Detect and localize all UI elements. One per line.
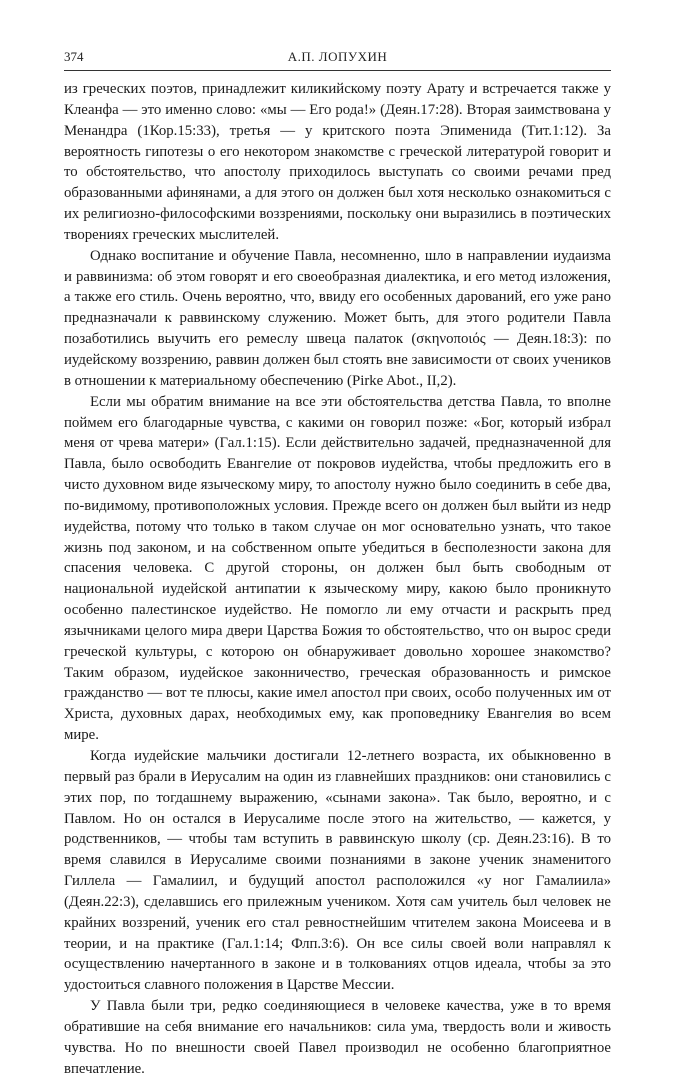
paragraph: У Павла были три, редко соединяющиеся в человеке качества, уже в то время обратившие на себя внимание его начальников: сила ума, твердость воли и живость чувства. Но по внешности своей Павел производил не особенно благоприятное впечатление.	[64, 998, 611, 1077]
body-text	[64, 79, 611, 1080]
paragraph: Когда иудейские мальчики достигали 12-летнего возраста, их обыкновенно в первый раз брали в Иерусалим на один из главнейших праздников: они становились с этих пор, по тогдашнему выражению, «сынами закона». Так было, вероятно, и с Павлом. Но он остался в Иерусалиме после этого на жительство, — кажется, у родственников, — чтобы там вступить в раввинскую школу (ср. Деян.23:16). В то время славился в Иерусалиме своими познаниями в законе ученик знаменитого Гиллела — Гамалиил, и будущий апостол расположился «у ног Гамалиила» (Деян.22:3), сделавшись его прилежным учеником. Хотя сам учитель был человек не крайних воззрений, ученик его стал ревностнейшим чтителем закона Моисеева и в теории, и на практике (Гал.1:14; Флп.3:6). Он все силы своей воли направлял к осуществлению начертанного в законе и в толкованиях отцов идеала, чтобы за это удостоиться славного положения в Царстве Мессии.	[64, 748, 611, 994]
page-number: 374	[64, 49, 84, 64]
paragraph: из греческих поэтов, принадлежит киликийскому поэту Арату и встречается также у Клеанфа — это именно слово: «мы — Его рода!» (Деян.17:28). Вторая заимствована у Менандра (1Кор.15:33), третья — у критского поэта Эпименида (Тит.1:12). За вероятность гипотезы о его некотором знакомстве с греческой литературой говорит и то обстоятельство, что апостолу приходилось выступать со своими речами пред образованными афинянами, а для этого он должен был хотя несколько ознакомиться с их религиозно-философскими воззрениями, поскольку они выразились в поэтических творениях греческих мыслителей.	[64, 81, 611, 243]
page-header	[64, 49, 611, 65]
running-title: А.П. ЛОПУХИН	[287, 49, 388, 64]
header-rule	[64, 70, 611, 71]
paragraph: Если мы обратим внимание на все эти обстоятельства детства Павла, то вполне поймем его благодарные чувства, с какими он говорил позже: «Бог, который избрал меня от чрева матери» (Гал.1:15). Если действительно задачей, предназначенной для Павла, было освободить Евангелие от покровов иудейства, чтобы предложить его в чисто духовном виде языческому миру, то апостолу нужно было соединить в себе два, по-видимому, противоположных условия. Прежде всего он должен был выйти из недр иудейства, потому что только в таком случае он мог основательно узнать, что такое жизнь под законом, и на собственном опыте убедиться в бесполезности закона для спасения человека. С другой стороны, он должен был быть свободным от национальной иудейской антипатии к языческому миру, какою было проникнуто особенно палестинское иудейство. Не помогло ли ему отчасти и раскрыть пред язычниками целого мира двери Царства Божия то обстоятельство, что он вырос среди греческой культуры, с которою он обнаруживает довольно хорошее знакомство? Таким образом, иудейское законничество, греческая образованность и римское гражданство — вот те плюсы, какие имел апостол при своих, особо полученных им от Христа, духовных дарах, необходимых ему, как проповеднику Евангелия во всем мире.	[64, 393, 611, 744]
paragraph: Однако воспитание и обучение Павла, несомненно, шло в направлении иудаизма и раввинизма: об этом говорят и его своеобразная диалектика, и его метод изложения, а также его стиль. Очень вероятно, что, ввиду его особенных дарований, его уже рано предназначали к раввинскому служению. Может быть, для этого родители Павла позаботились выучить его ремеслу швеца палаток (σκηνοποιός — Деян.18:3): по иудейскому воззрению, раввин должен был стоять вне зависимости от своих учеников в отношении к материальному обеспечению (Pirke Abot., II,2).	[64, 247, 611, 389]
